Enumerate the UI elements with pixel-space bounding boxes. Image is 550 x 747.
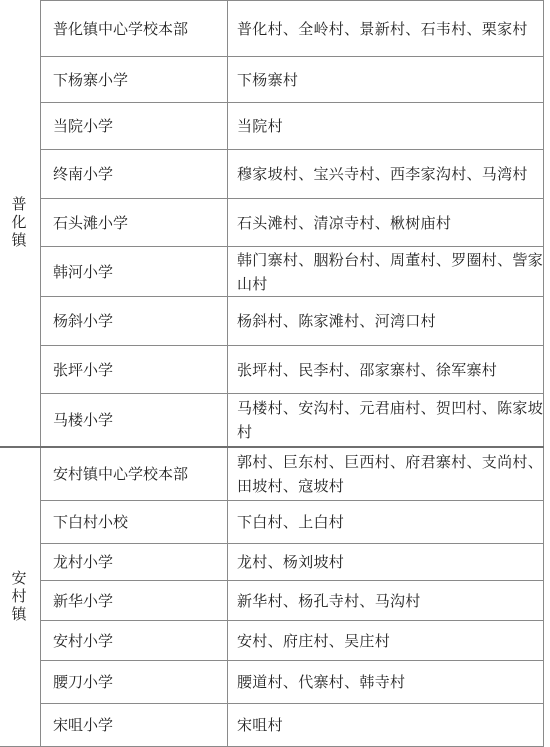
village-list: 石头滩村、清凉寺村、楸树庙村 <box>237 213 452 232</box>
village-list: 新华村、杨孔寺村、马沟村 <box>237 591 421 610</box>
village-list: 穆家坡村、宝兴寺村、西李家沟村、马湾村 <box>237 165 528 183</box>
school-name: 安村镇中心学校本部 <box>53 465 189 483</box>
school-name: 当院小学 <box>53 117 114 135</box>
column-divider <box>543 0 544 747</box>
school-name: 终南小学 <box>53 165 114 183</box>
school-name: 新华小学 <box>53 591 114 610</box>
school-name: 龙村小学 <box>53 553 114 571</box>
school-name: 普化镇中心学校本部 <box>53 19 189 38</box>
town-name: 安村镇 <box>9 569 28 624</box>
column-divider <box>40 0 41 747</box>
village-list: 安村、府庄村、吴庄村 <box>237 631 391 650</box>
village-list: 下白村、上白村 <box>237 513 345 531</box>
town-cell <box>0 0 38 446</box>
school-name: 韩河小学 <box>53 262 114 281</box>
village-list: 宋咀村 <box>237 716 283 734</box>
school-name: 下杨寨小学 <box>53 70 129 89</box>
village-list: 张坪村、民李村、邵家寨村、徐军寨村 <box>237 360 498 379</box>
school-name: 张坪小学 <box>53 360 114 379</box>
village-list: 杨斜村、陈家滩村、河湾口村 <box>237 312 436 330</box>
school-name: 安村小学 <box>53 631 114 650</box>
village-list: 韩门寨村、胭粉台村、周董村、罗圈村、訾家山村 <box>237 250 544 293</box>
school-name: 石头滩小学 <box>53 213 129 232</box>
village-list: 下杨寨村 <box>237 70 299 89</box>
village-list: 普化村、全岭村、景新村、石韦村、栗家村 <box>237 19 528 38</box>
school-name: 下白村小校 <box>53 513 129 531</box>
town-name: 普化镇 <box>9 196 28 250</box>
school-name: 腰刀小学 <box>53 673 114 691</box>
school-name: 马楼小学 <box>53 411 114 429</box>
village-list: 龙村、杨刘坡村 <box>237 553 345 571</box>
village-list: 郭村、巨东村、巨西村、府君寨村、支尚村、田坡村、寇坡村 <box>237 453 544 495</box>
town-cell <box>0 447 38 746</box>
school-name: 宋咀小学 <box>53 716 114 734</box>
school-name: 杨斜小学 <box>53 312 114 330</box>
village-list: 当院村 <box>237 117 283 135</box>
village-list: 马楼村、安沟村、元君庙村、贺凹村、陈家坡村 <box>237 399 544 441</box>
village-list: 腰道村、代寨村、韩寺村 <box>237 673 406 691</box>
